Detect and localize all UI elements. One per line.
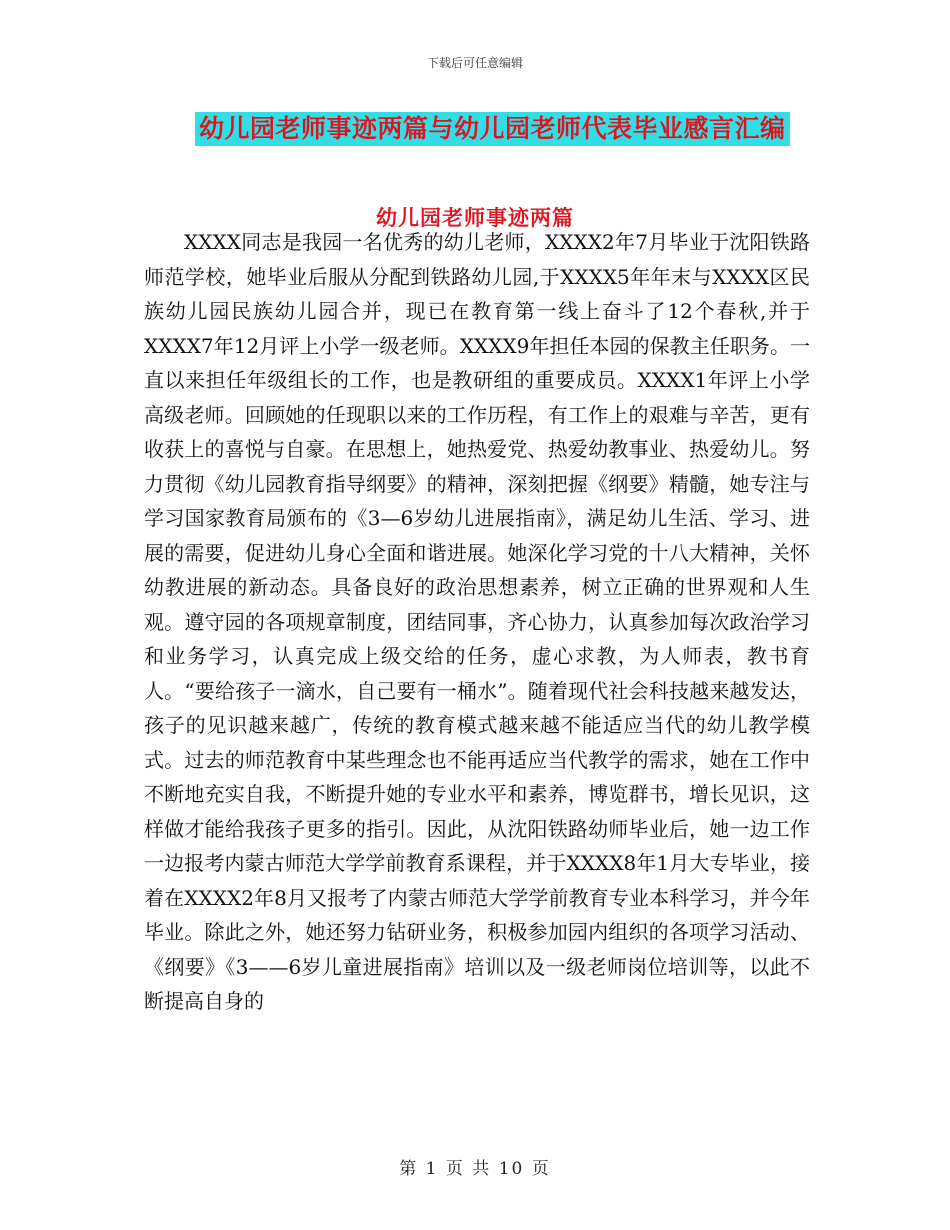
body-text — [144, 225, 810, 1019]
page-footer: 第 1 页 共 10 页 — [399, 1159, 551, 1179]
header-note: 下载后可任意编辑 — [426, 56, 523, 70]
section-title: 幼儿园老师事迹两篇 — [376, 205, 574, 230]
paragraph: XXXX同志是我园一名优秀的幼儿老师，XXXX2年7月毕业于沈阳铁路师范学校，她毕业后服从分配到铁路幼儿园,于XXXX5年年末与XXXX区民族幼儿园民族幼儿园合并，现已在教育第一线上奋斗了12个春秋,并于 XXXX7年12月评上小学一级老师。XXXX9年担任本园的保教主任职务。一直以来担任年级组长的工作，也是教研组的重要成员。XXXX1年评上小学高级老师。回顾她的任现职以来的工作历程，有工作上的艰难与辛苦，更有收获上的喜悦与自豪。在思想上，她热爱党、热爱幼教事业、热爱幼儿。努力贯彻《幼儿园教育指导纲要》的精神，深刻把握《纲要》精髓，她专注与学习国家教育局颁布的《3—6岁幼儿进展指南》，满足幼儿生活、学习、进展的需要，促进幼儿身心全面和谐进展。她深化学习党的十八大精神，关怀幼教进展的新动态。具备良好的政治思想素养，树立正确的世界观和人生观。遵守园的各项规章制度，团结同事，齐心协力，认真参加每次政治学习和业务学习，认真完成上级交给的任务，虚心求教，为人师表，教书育人。“要给孩子一滴水，自己要有一桶水”。随着现代社会科技越来越发达，孩子的见识越来越广，传统的教育模式越来越不能适应当代的幼儿教学模式。过去的师范教育中某些理念也不能再适应当代教学的需求，她在工作中不断地充实自我，不断提升她的专业水平和素养，博览群书，增长见识，这样做才能给我孩子更多的指引。因此，从沈阳铁路幼师毕业后，她一边工作一边报考内蒙古师范大学学前教育系课程，并于XXXX8年1月大专毕业，接着在XXXX2年8月又报考了内蒙古师范大学学前教育专业本科学习，并今年毕业。除此之外，她还努力钻研业务，积极参加园内组织的各项学习活动、《纲要》《3——6岁儿童进展指南》培训以及一级老师岗位培训等，以此不断提高自身的 — [144, 230, 810, 1013]
main-title: 幼儿园老师事迹两篇与幼儿园老师代表毕业感言汇编 — [195, 112, 790, 146]
